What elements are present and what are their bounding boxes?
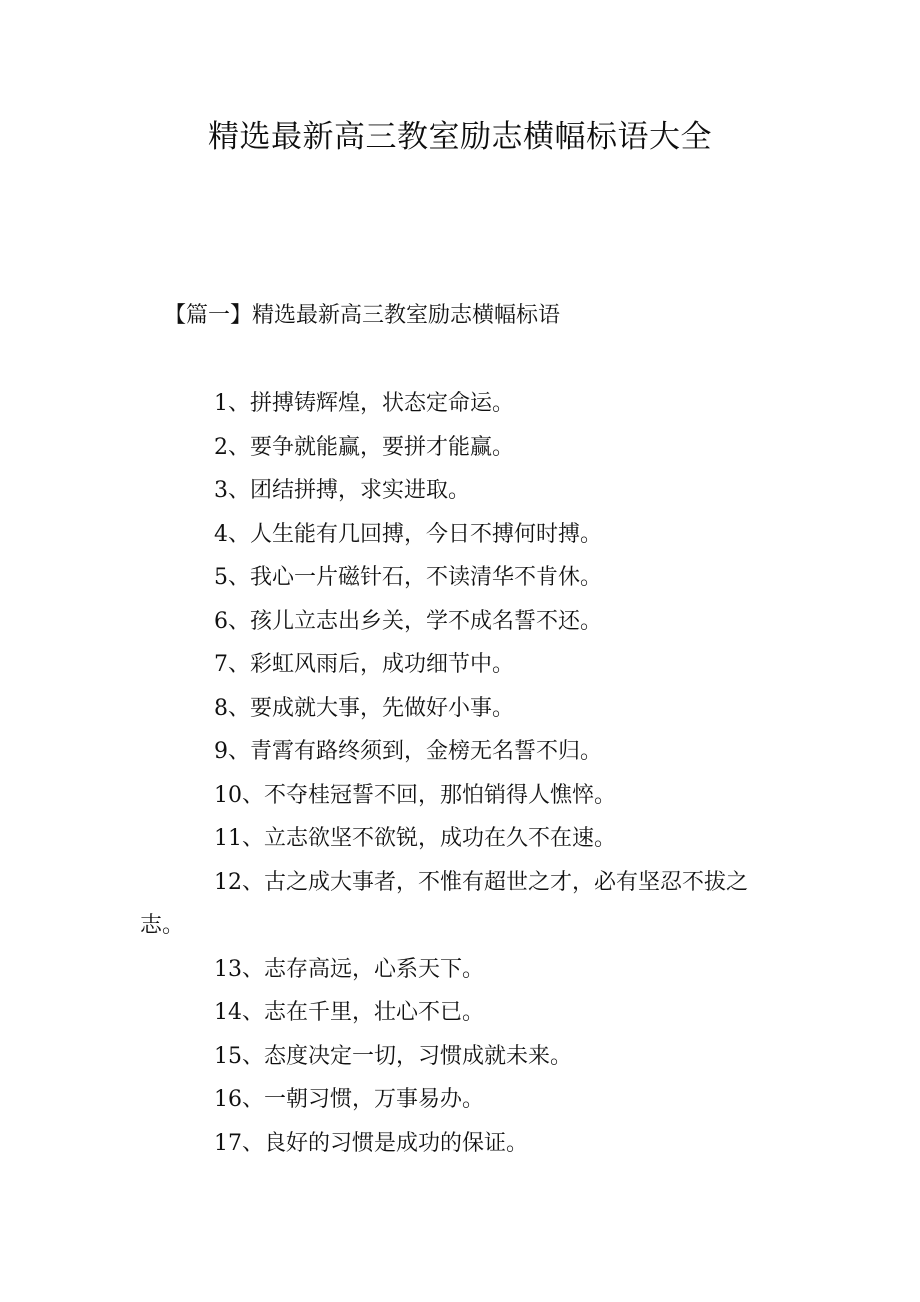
list-item: 6、孩儿立志出乡关，学不成名誓不还。 <box>214 608 602 634</box>
list-item: 15、态度决定一切，习惯成就未来。 <box>214 1043 572 1069</box>
document-title: 精选最新高三教室励志横幅标语大全 <box>208 119 712 155</box>
list-item: 2、要争就能赢，要拼才能赢。 <box>214 434 514 460</box>
list-item: 16、一朝习惯，万事易办。 <box>214 1087 484 1112</box>
list-item: 5、我心一片磁针石，不读清华不肯休。 <box>214 565 602 590</box>
list-item: 9、青霄有路终须到，金榜无名誓不归。 <box>214 739 602 764</box>
list-item: 17、良好的习惯是成功的保证。 <box>214 1130 528 1156</box>
list-item: 14、志在千里，壮心不已。 <box>214 1000 484 1025</box>
section-heading: 【篇一】精选最新高三教室励志横幅标语 <box>164 303 561 328</box>
list-item: 13、志存高远，心系天下。 <box>214 956 484 982</box>
list-item: 11、立志欲坚不欲锐，成功在久不在速。 <box>214 826 616 851</box>
list-item: 12、古之成大事者，不惟有超世之才，必有坚忍不拔之志。 <box>140 869 748 938</box>
slogan-list <box>140 382 790 1165</box>
list-item: 3、团结拼搏，求实进取。 <box>214 478 470 503</box>
list-item: 7、彩虹风雨后，成功细节中。 <box>214 652 514 677</box>
list-item: 8、要成就大事，先做好小事。 <box>214 695 514 721</box>
list-item: 1、拼搏铸辉煌，状态定命运。 <box>214 391 514 416</box>
list-item: 10、不夺桂冠誓不回，那怕销得人憔悴。 <box>214 782 616 808</box>
list-item: 4、人生能有几回搏，今日不搏何时搏。 <box>214 521 602 547</box>
